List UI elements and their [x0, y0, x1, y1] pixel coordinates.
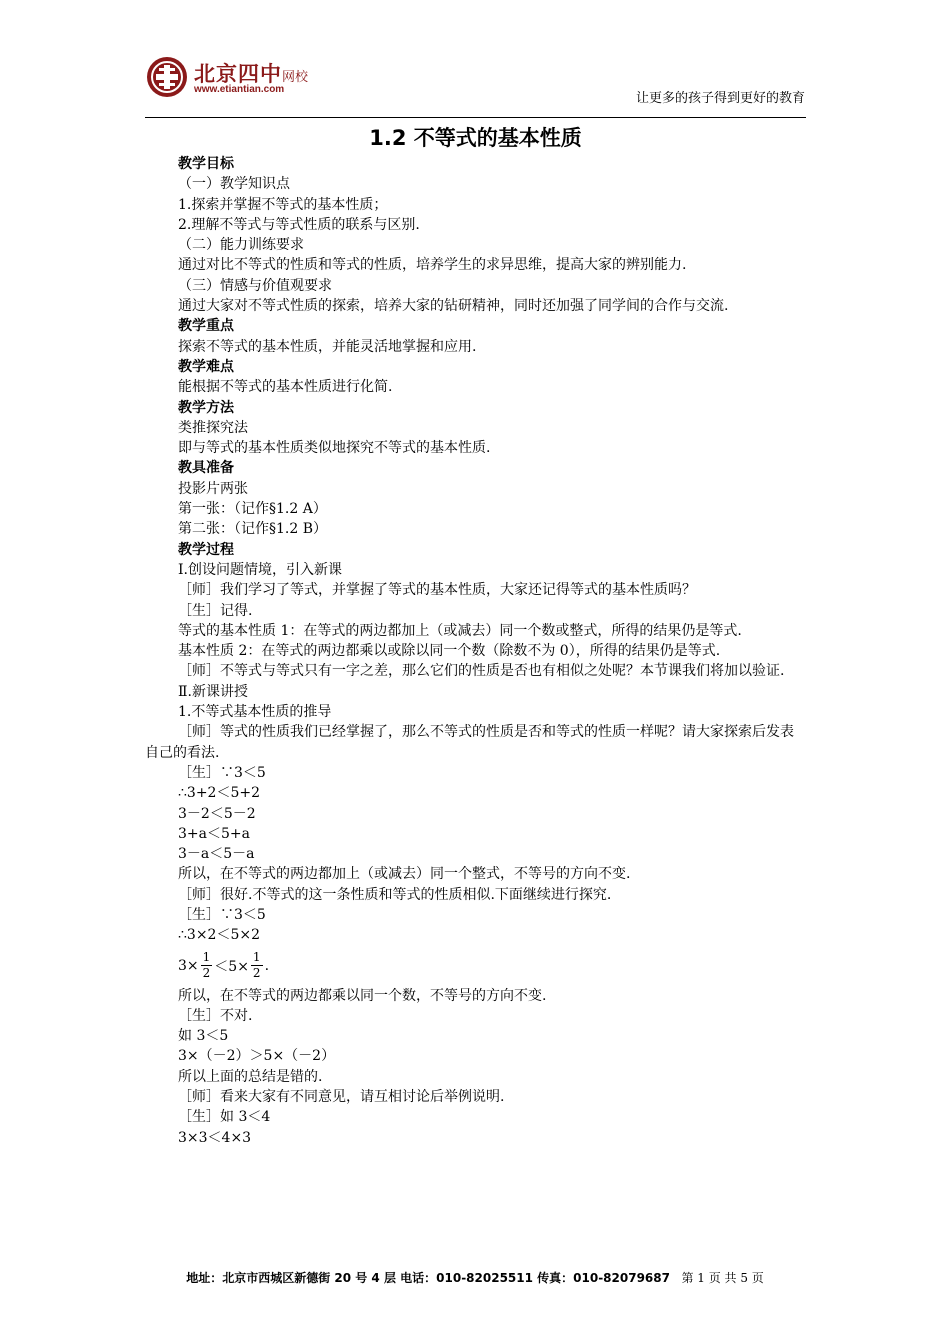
paragraph: 1.探索并掌握不等式的基本性质；	[178, 196, 388, 213]
section-heading: 教学方法	[178, 399, 234, 416]
page-number: 第 1 页 共 5 页	[681, 1271, 764, 1285]
paragraph: 如 3＜5	[178, 1028, 229, 1045]
section-heading: 教学目标	[178, 156, 234, 172]
paragraph: ［师］看来大家有不同意见，请互相讨论后举例说明.	[178, 1089, 505, 1106]
school-seal-icon	[146, 56, 188, 98]
paragraph: ∴3+2＜5+2	[178, 785, 260, 802]
paragraph: 3－2＜5－2	[178, 805, 256, 822]
paragraph: 通过大家对不等式性质的探索，培养大家的钻研精神，同时还加强了同学间的合作与交流.	[178, 298, 729, 315]
paragraph: 所以，在不等式的两边都加上（或减去）同一个整式，不等号的方向不变.	[178, 866, 631, 883]
paragraph: Ⅰ.创设问题情境，引入新课	[178, 561, 342, 578]
paragraph: ∴3×2＜5×2	[178, 927, 260, 944]
logo	[146, 56, 309, 102]
paragraph: ［生］∵3＜5	[178, 764, 266, 781]
slogan: 让更多的孩子得到更好的教育	[635, 91, 805, 106]
section-heading: 教具准备	[178, 460, 234, 477]
fraction-numerator: 1	[202, 950, 211, 965]
paragraph: 第一张：（记作§1.2 A）	[178, 501, 327, 518]
paragraph: 投影片两张	[178, 480, 248, 497]
footer-address: 地址：北京市西城区新德街 20 号 4 层 电话：010-82025511 传真：010-82079687	[186, 1271, 670, 1285]
page-title: 1.2 不等式的基本性质	[369, 126, 582, 150]
equation-part: 3×	[178, 957, 199, 974]
paragraph: ［师］我们学习了等式，并掌握了等式的基本性质，大家还记得等式的基本性质吗？	[178, 582, 696, 599]
paragraph: 通过对比不等式的性质和等式的性质，培养学生的求异思维，提高大家的辨别能力.	[178, 257, 687, 274]
paragraph: 第二张：（记作§1.2 B）	[178, 521, 328, 538]
section-heading: 教学过程	[178, 541, 234, 558]
header-divider	[145, 117, 806, 118]
paragraph: （三）情感与价值观要求	[178, 277, 332, 294]
paragraph: 所以上面的总结是错的.	[178, 1068, 323, 1085]
section-heading: 教学难点	[178, 358, 234, 375]
page-footer	[0, 1269, 950, 1286]
paragraph: ［生］∵3＜5	[178, 906, 266, 923]
equation-part: .	[264, 957, 270, 974]
paragraph: ［师］很好.不等式的这一条性质和等式的性质相似.下面继续进行探究.	[178, 886, 612, 903]
section-heading: 教学重点	[178, 318, 234, 335]
paragraph: ［师］不等式与等式只有一字之差，那么它们的性质是否也有相似之处呢？本节课我们将加以验证.	[178, 663, 785, 680]
paragraph: 即与等式的基本性质类似地探究不等式的基本性质.	[178, 440, 491, 457]
paragraph: ［师］等式的性质我们已经掌握了，那么不等式的性质是否和等式的性质一样呢？请大家探索后发表自己的看法.	[145, 724, 794, 761]
paragraph: ［生］如 3＜4	[178, 1109, 271, 1126]
paragraph: Ⅱ.新课讲授	[178, 683, 248, 700]
fraction	[251, 950, 263, 981]
paragraph: 1.不等式基本性质的推导	[178, 704, 332, 721]
paragraph: ［生］不对.	[178, 1007, 253, 1024]
paragraph: 探索不等式的基本性质，并能灵活地掌握和应用.	[178, 338, 477, 355]
paragraph: 3×3＜4×3	[178, 1129, 252, 1146]
fraction	[201, 950, 213, 981]
paragraph: 2.理解不等式与等式性质的联系与区别.	[178, 216, 420, 233]
paragraph: 类推探究法	[178, 419, 248, 436]
logo-text: 北京四中网校	[194, 61, 309, 86]
paragraph: 基本性质 2：在等式的两边都乘以或除以同一个数（除数不为 0），所得的结果仍是等式.	[178, 643, 721, 660]
paragraph: 能根据不等式的基本性质进行化简.	[178, 379, 393, 396]
fraction-denominator: 2	[202, 966, 211, 981]
paragraph: 3+a＜5+a	[178, 825, 250, 842]
paragraph: 3×（－2）＞5×（－2）	[178, 1048, 336, 1065]
paragraph: 3－a＜5－a	[178, 846, 255, 863]
paragraph: （一）教学知识点	[178, 176, 290, 193]
fraction-numerator: 1	[252, 950, 261, 965]
paragraph: 所以，在不等式的两边都乘以同一个数，不等号的方向不变.	[178, 987, 547, 1004]
fraction-equation	[145, 946, 806, 986]
document-body	[145, 122, 806, 1148]
paragraph: （二）能力训练要求	[178, 237, 304, 254]
logo-url[interactable]: www.etiantian.com	[194, 84, 285, 95]
equation-part: ＜5×	[214, 958, 249, 975]
fraction-denominator: 2	[252, 966, 261, 981]
paragraph: 等式的基本性质 1：在等式的两边都加上（或减去）同一个数或整式，所得的结果仍是等式.	[178, 622, 742, 639]
paragraph: ［生］记得.	[178, 602, 253, 619]
